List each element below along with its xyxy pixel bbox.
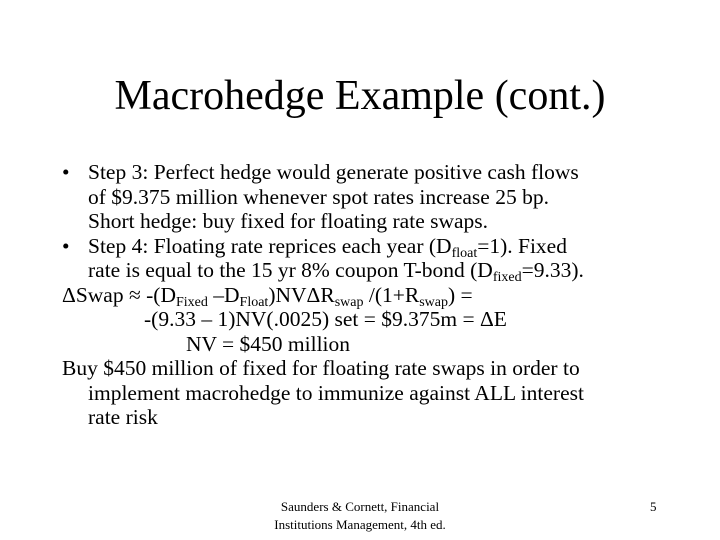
footer-line-2: Institutions Management, 4th ed. — [274, 517, 446, 532]
step-3-text: Step 3: Perfect hedge would generate positive cash flows — [88, 160, 579, 184]
conclusion-line-2: implement macrohedge to immunize against ALL interest — [88, 380, 584, 405]
eq-part-5: ) = — [448, 282, 473, 307]
eq-part-3: )NVΔR — [268, 282, 335, 307]
bullet-step-3 — [62, 160, 702, 185]
subscript-float: float — [451, 245, 478, 261]
slide-footer — [230, 498, 490, 534]
step-4-line-2-end: =9.33). — [521, 258, 584, 282]
equation-values: -(9.33 – 1)NV(.0025) set = $9.375m = ΔE — [144, 307, 507, 331]
subscript-float-cap: Float — [239, 294, 269, 310]
eq-part-1: ΔSwap ≈ -(D — [62, 282, 176, 307]
eq-part-4: /(1+R — [363, 282, 420, 307]
step-4-text: Step 4: Floating rate reprices each year (D — [88, 233, 452, 258]
conclusion-line-3: rate risk — [88, 405, 158, 429]
swap-equation — [62, 283, 702, 308]
notional-value: NV = $450 million — [186, 331, 351, 356]
slide-title: Macrohedge Example (cont.) — [114, 73, 606, 119]
eq-part-2: –D — [207, 282, 240, 307]
bullet-icon: • — [62, 160, 70, 184]
conclusion-line-1: Buy $450 million of fixed for floating rate swaps in order to — [62, 356, 580, 380]
step-3-line-2: of $9.375 million whenever spot rates increase 25 bp. — [88, 184, 549, 209]
subscript-fixed: fixed — [492, 270, 522, 285]
footer-line-1: Saunders & Cornett, Financial — [280, 499, 440, 514]
subscript-swap-2: swap — [419, 294, 449, 310]
bullet-step-4 — [62, 234, 702, 259]
step-4-text-end: =1). Fixed — [477, 233, 567, 258]
step-4-line-2-text: rate is equal to the 15 yr 8% coupon T-bond (D — [88, 258, 493, 282]
subscript-swap: swap — [334, 294, 364, 310]
bullet-icon: • — [62, 233, 70, 258]
subscript-fixed-cap: Fixed — [176, 294, 208, 310]
slide-body — [62, 160, 702, 430]
step-3-line-3: Short hedge: buy fixed for floating rate swaps. — [88, 209, 489, 233]
page-number: 5 — [650, 499, 657, 514]
step-4-line-2 — [62, 258, 702, 283]
